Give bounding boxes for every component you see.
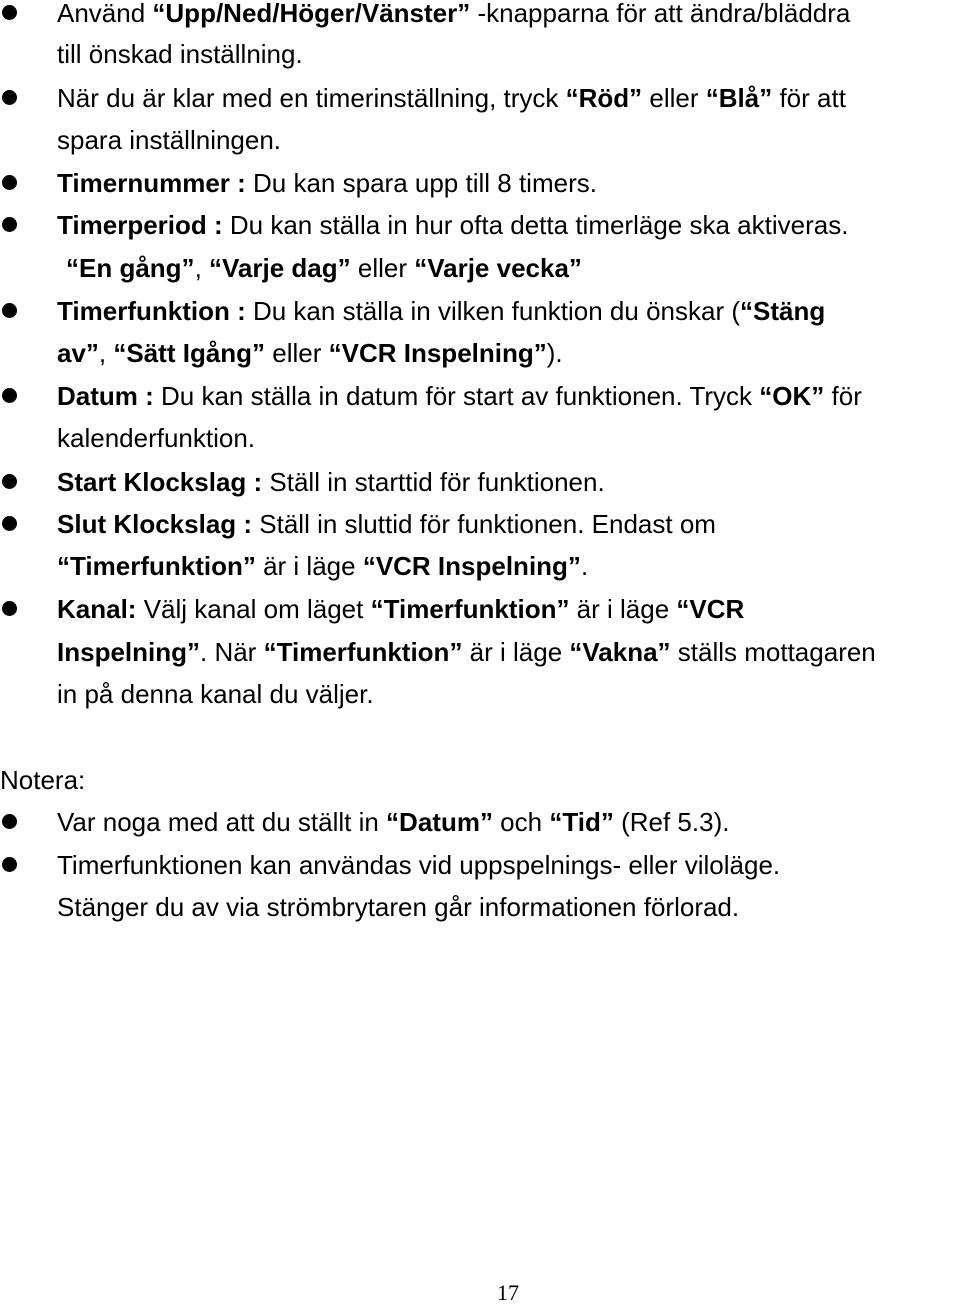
text-line bbox=[57, 210, 848, 240]
text-line bbox=[57, 467, 605, 497]
bold-text-run: Inspelning” bbox=[57, 637, 200, 667]
text-run: eller bbox=[265, 338, 329, 368]
bold-text-run: Kanal: bbox=[57, 594, 144, 624]
notera-heading: Notera: bbox=[0, 765, 86, 795]
page-number: 17 bbox=[497, 1280, 519, 1305]
text-line bbox=[57, 679, 374, 709]
text-run: och bbox=[492, 807, 550, 837]
bullet-icon bbox=[2, 90, 17, 105]
bold-text-run: “VCR Inspelning” bbox=[362, 551, 581, 581]
bold-text-run: “Datum” bbox=[386, 807, 493, 837]
text-line bbox=[57, 338, 563, 368]
text-line bbox=[57, 637, 876, 667]
text-run: till önskad inställning. bbox=[57, 39, 303, 69]
bold-text-run: Timerperiod : bbox=[57, 210, 230, 240]
bold-text-run: “Röd” bbox=[565, 83, 643, 113]
text-run: , bbox=[98, 338, 114, 368]
text-run: Stänger du av via strömbrytaren går informationen förlorad. bbox=[57, 892, 740, 922]
bold-text-run: “Upp/Ned/Höger/Vänster” bbox=[152, 0, 471, 28]
text-run: Ställ in starttid för funktionen. bbox=[269, 467, 605, 497]
text-run: Du kan ställa in datum för start av funktionen. Tryck bbox=[161, 381, 760, 411]
bold-text-run: “En gång” bbox=[66, 253, 195, 283]
text-run: är i läge bbox=[255, 551, 363, 581]
text-run: . När bbox=[200, 637, 264, 667]
text-run: (Ref 5.3). bbox=[613, 807, 730, 837]
bold-text-run: “Timerfunktion” bbox=[263, 637, 463, 667]
bullet-icon bbox=[2, 5, 17, 20]
text-run: När du är klar med en timerinställning, tryck bbox=[57, 83, 566, 113]
text-line bbox=[57, 125, 281, 155]
bullet-icon bbox=[2, 474, 17, 489]
text-line bbox=[57, 551, 588, 581]
bold-text-run: Datum : bbox=[57, 381, 161, 411]
text-run: , bbox=[194, 253, 210, 283]
text-line bbox=[57, 594, 744, 624]
bullet-icon bbox=[2, 814, 17, 829]
bullet-icon bbox=[2, 217, 17, 232]
text-run: -knapparna för att ändra/bläddra bbox=[470, 0, 851, 28]
text-run: ställs mottagaren bbox=[670, 637, 876, 667]
text-run: spara inställningen. bbox=[57, 125, 282, 155]
text-run: eller bbox=[642, 83, 706, 113]
text-run: kalenderfunktion. bbox=[57, 423, 256, 453]
text-run: Använd bbox=[57, 0, 153, 28]
bold-text-run: Slut Klockslag : bbox=[57, 509, 260, 539]
bullet-icon bbox=[2, 601, 17, 616]
bold-text-run: Timerfunktion : bbox=[57, 296, 253, 326]
text-run: ). bbox=[546, 338, 563, 368]
bold-text-run: av” bbox=[57, 338, 99, 368]
text-line bbox=[57, 83, 846, 113]
text-run: Du kan ställa in vilken funktion du önskar ( bbox=[252, 296, 740, 326]
bold-text-run: “Tid” bbox=[549, 807, 614, 837]
text-run: Du kan spara upp till 8 timers. bbox=[253, 168, 597, 198]
text-line bbox=[57, 423, 255, 453]
text-line bbox=[57, 168, 597, 198]
text-run: Ställ in sluttid för funktionen. Endast om bbox=[259, 509, 716, 539]
bullet-icon bbox=[2, 388, 17, 403]
bold-text-run: Start Klockslag : bbox=[57, 467, 270, 497]
text-run: in på denna kanal du väljer. bbox=[57, 679, 374, 709]
bold-text-run: “VCR Inspelning” bbox=[328, 338, 547, 368]
text-run: . bbox=[580, 551, 589, 581]
text-line bbox=[57, 509, 716, 539]
bold-text-run: “Vakna” bbox=[569, 637, 671, 667]
text-run: Var noga med att du ställt in bbox=[57, 807, 387, 837]
bold-text-run: “VCR bbox=[676, 594, 745, 624]
bullet-icon bbox=[2, 857, 17, 872]
text-run: är i läge bbox=[569, 594, 677, 624]
bold-text-run: “Sätt Igång” bbox=[113, 338, 266, 368]
bold-text-run: “Blå” bbox=[705, 83, 773, 113]
text-run: är i läge bbox=[462, 637, 570, 667]
bold-text-run: “Varje vecka” bbox=[414, 253, 582, 283]
bold-text-run: “Timerfunktion” bbox=[57, 551, 256, 581]
text-line bbox=[57, 892, 739, 922]
bold-text-run: Timernummer : bbox=[57, 168, 254, 198]
bullet-icon bbox=[2, 175, 17, 190]
bullet-icon bbox=[2, 516, 17, 531]
text-run: för bbox=[824, 381, 862, 411]
text-line bbox=[57, 0, 850, 28]
bullet-icon bbox=[2, 303, 17, 318]
text-run: Välj kanal om läget bbox=[143, 594, 371, 624]
text-line bbox=[57, 807, 729, 837]
text-run: Timerfunktionen kan användas vid uppspelnings- eller viloläge. bbox=[57, 850, 781, 880]
bold-text-run: “Varje dag” bbox=[209, 253, 351, 283]
text-line bbox=[57, 850, 780, 880]
text-line bbox=[57, 39, 303, 69]
text-run: för att bbox=[772, 83, 846, 113]
text-run: eller bbox=[350, 253, 415, 283]
text-line bbox=[66, 253, 582, 283]
bold-text-run: “OK” bbox=[759, 381, 825, 411]
bold-text-run: “Stäng bbox=[740, 296, 826, 326]
text-line bbox=[57, 296, 825, 326]
text-line bbox=[57, 381, 862, 411]
text-run: Du kan ställa in hur ofta detta timerläge ska aktiveras. bbox=[229, 210, 849, 240]
bold-text-run: “Timerfunktion” bbox=[370, 594, 570, 624]
